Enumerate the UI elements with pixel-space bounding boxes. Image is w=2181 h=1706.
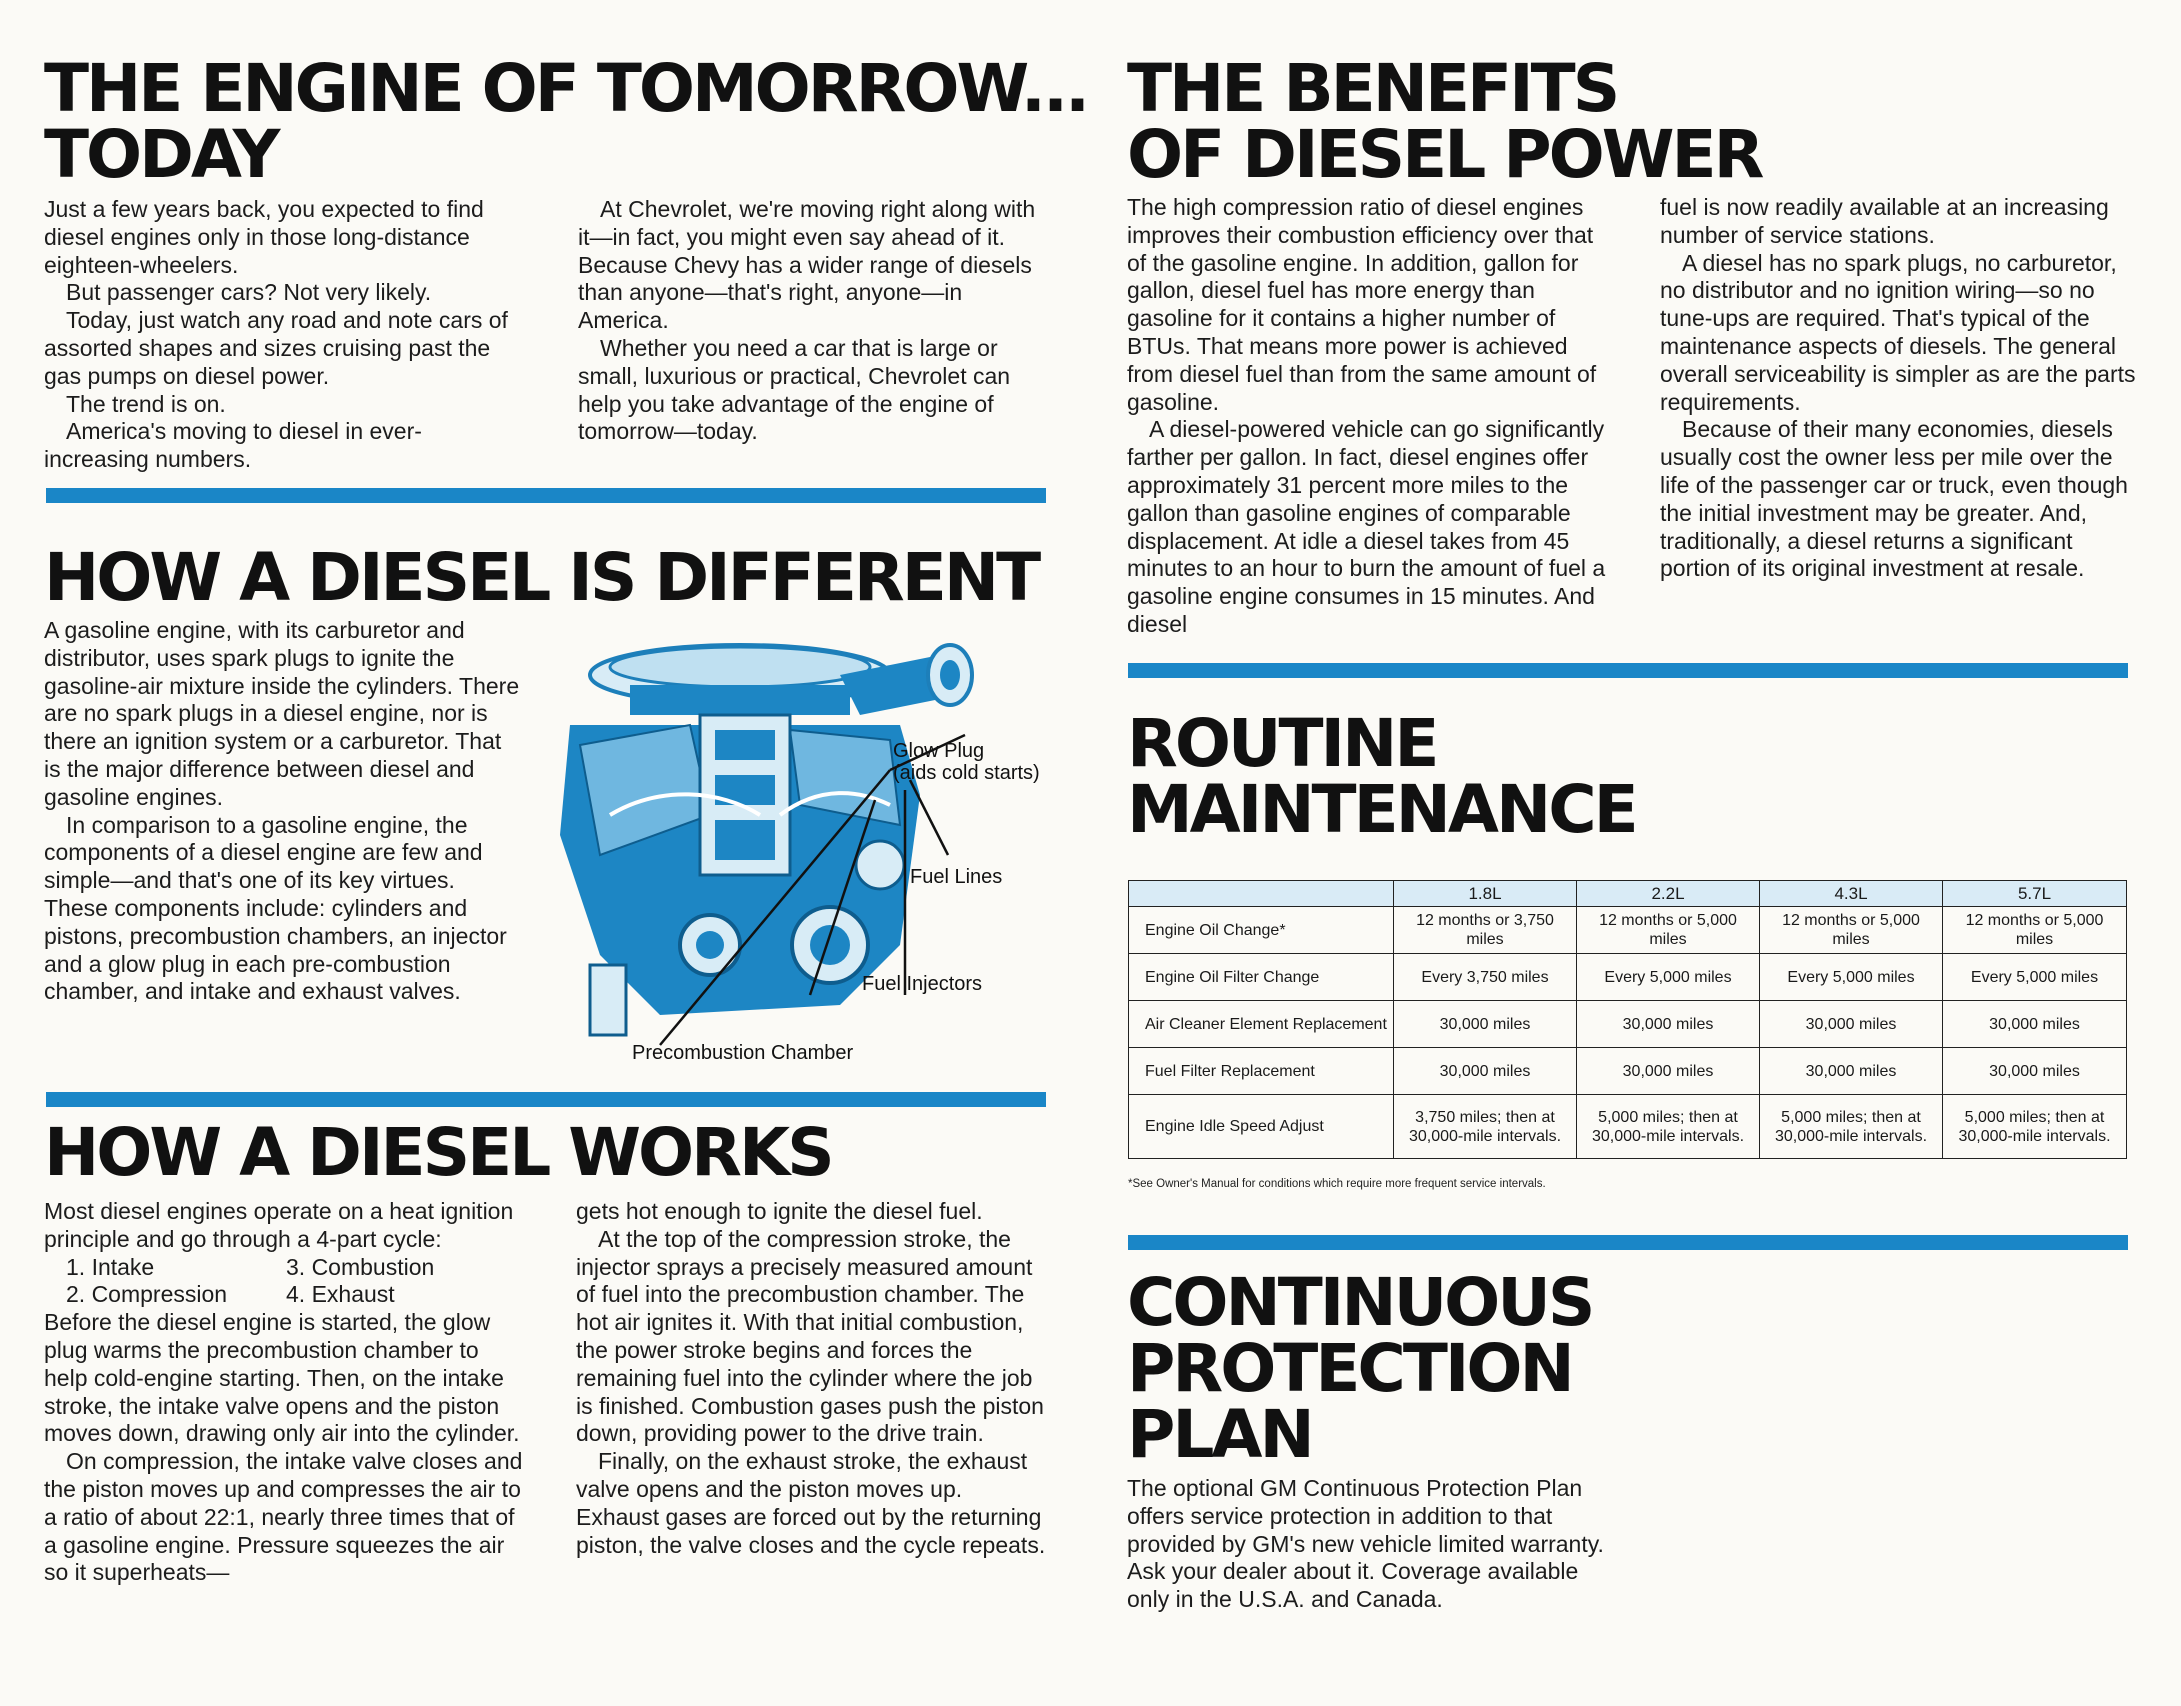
paragraph: In comparison to a gasoline engine, the components of a diesel engine are few and simple—and that's one of its key virtues. These components include: cylinders and pistons, precombustion chambers, an injector and a glow plug in each pre-combustion chamber, and intake and exhaust valves. (44, 811, 507, 1005)
table-cell: 3,750 miles; then at 30,000-mile intervals. (1394, 1095, 1577, 1159)
heading-line: OF DIESEL POWER (1127, 116, 1762, 193)
heading-line: THE ENGINE OF TOMORROW... (44, 50, 1088, 127)
table-cell: 30,000 miles (1577, 1048, 1760, 1095)
heading-line: MAINTENANCE (1127, 771, 1636, 848)
table-cell: 5,000 miles; then at 30,000-mile intervals. (1760, 1095, 1943, 1159)
engine-tomorrow-col1 (44, 196, 524, 474)
paragraph: Before the diesel engine is started, the glow plug warms the precombustion chamber to help cold-engine starting. Then, on the intake stroke, the intake valve opens and the piston moves down, drawing only air into the cylinder. (44, 1309, 520, 1447)
table-header-cell: 5.7L (1943, 881, 2127, 907)
callout-precombustion-chamber: Precombustion Chamber (632, 1042, 854, 1064)
heading-line: PLAN (1127, 1396, 1312, 1473)
table-cell: 30,000 miles (1943, 1001, 2127, 1048)
heading-line: ROUTINE (1127, 705, 1437, 782)
paragraph: gets hot enough to ignite the diesel fuel. (576, 1198, 983, 1224)
benefits-col1 (1127, 194, 1607, 639)
table-cell: Every 5,000 miles (1577, 954, 1760, 1001)
diesel-engine-illustration (540, 615, 1060, 1065)
how-different-text (44, 617, 524, 1006)
table-cell: Fuel Filter Replacement (1129, 1048, 1394, 1095)
section-divider (1128, 663, 2128, 678)
section-divider (46, 488, 1046, 503)
cycle-step: 3. Combustion (286, 1253, 435, 1280)
heading-line: THE BENEFITS (1127, 50, 1618, 127)
table-cell: 30,000 miles (1943, 1048, 2127, 1095)
table-header-row (1129, 881, 2127, 907)
table-cell: Engine Oil Filter Change (1129, 954, 1394, 1001)
paragraph: The trend is on. (66, 390, 226, 417)
table-row (1129, 1001, 2127, 1048)
paragraph: Today, just watch any road and note cars of assorted shapes and sizes cruising past the gas pumps on diesel power. (44, 307, 508, 389)
table-header-cell: 2.2L (1577, 881, 1760, 907)
table-header-cell: 1.8L (1394, 881, 1577, 907)
table-cell: Engine Oil Change* (1129, 907, 1394, 954)
cycle-step: 1. Intake (66, 1253, 155, 1280)
heading-line: PROTECTION (1127, 1330, 1572, 1407)
table-header-cell (1129, 881, 1394, 907)
heading-engine-of-tomorrow (44, 50, 1088, 193)
table-cell: 5,000 miles; then at 30,000-mile intervals. (1577, 1095, 1760, 1159)
table-cell: 30,000 miles (1394, 1001, 1577, 1048)
table-cell: Air Cleaner Element Replacement (1129, 1001, 1394, 1048)
table-cell: 30,000 miles (1577, 1001, 1760, 1048)
heading-continuous-protection-plan (1127, 1264, 1593, 1473)
table-cell: 12 months or 5,000 miles (1760, 907, 1943, 954)
table-cell: 12 months or 3,750 miles (1394, 907, 1577, 954)
table-cell: 30,000 miles (1760, 1001, 1943, 1048)
callout-fuel-lines: Fuel Lines (910, 866, 1003, 888)
table-header-cell: 4.3L (1760, 881, 1943, 907)
heading-benefits-diesel (1127, 50, 1762, 193)
paragraph: fuel is now readily available at an increasing number of service stations. (1660, 194, 2109, 248)
paragraph: A gasoline engine, with its carburetor and distributor, uses spark plugs to ignite the gasoline-air mixture inside the cylinders. There are no spark plugs in a diesel engine, nor is there an ignition system or a carburetor. That is the major difference between diesel and gasoline engines. (44, 617, 520, 810)
table-cell: 30,000 miles (1394, 1048, 1577, 1095)
paragraph: Just a few years back, you expected to find diesel engines only in those long-distance eighteen-wheelers. (44, 196, 484, 278)
how-works-col1 (44, 1198, 524, 1587)
paragraph: On compression, the intake valve closes and the piston moves up and compresses the air to a ratio of about 22:1, nearly three times that of a gasoline engine. Pressure squeezes the air so it superheats— (44, 1448, 523, 1586)
table-cell: Every 5,000 miles (1760, 954, 1943, 1001)
callout-text: Glow Plug (893, 740, 985, 762)
cycle-steps (44, 1254, 524, 1310)
benefits-col2 (1660, 194, 2140, 583)
table-cell: Every 3,750 miles (1394, 954, 1577, 1001)
paragraph: A diesel has no spark plugs, no carburetor, no distributor and no ignition wiring—so no tune-ups are required. That's typical of the maintenance aspects of diesels. The general overall serviceability is simpler as are the parts requirements. (1660, 249, 2136, 415)
maintenance-table (1128, 880, 2127, 1159)
paragraph: But passenger cars? Not very likely. (66, 279, 432, 306)
cycle-step: 2. Compression (66, 1281, 228, 1308)
table-cell: Every 5,000 miles (1943, 954, 2127, 1001)
paragraph: The high compression ratio of diesel engines improves their combustion efficiency over that of the gasoline engine. In addition, gallon for gallon, diesel fuel has more energy than gasoline for it contains a higher number of BTUs. That means more power is achieved from diesel fuel than from the same amount of gasoline. (1127, 194, 1597, 415)
paragraph: The optional GM Continuous Protection Plan offers service protection in addition to that provided by GM's new vehicle limited warranty. Ask your dealer about it. Coverage available only in the U.S.A. and Canada. (1127, 1475, 1604, 1613)
engine-tomorrow-col2 (578, 196, 1048, 446)
paragraph: Whether you need a car that is large or small, luxurious or practical, Chevrolet can help you take advantage of the engine of tomorrow—today. (578, 334, 1011, 445)
heading-line: TODAY (44, 116, 278, 193)
table-cell: 5,000 miles; then at 30,000-mile intervals. (1943, 1095, 2127, 1159)
table-row (1129, 907, 2127, 954)
heading-how-diesel-works: HOW A DIESEL WORKS (44, 1114, 832, 1191)
paragraph: Most diesel engines operate on a heat ignition principle and go through a 4-part cycle: (44, 1198, 514, 1252)
paragraph: America's moving to diesel in ever-increasing numbers. (44, 418, 422, 473)
table-row (1129, 1095, 2127, 1159)
table-row (1129, 1048, 2127, 1095)
table-cell: 30,000 miles (1760, 1048, 1943, 1095)
paragraph: A diesel-powered vehicle can go significantly farther per gallon. In fact, diesel engines offer approximately 31 percent more miles to the gallon than gasoline engines of comparable displacement. At idle a diesel takes from 45 minutes to an hour to burn the amount of fuel a gasoline engine consumes in 15 minutes. And diesel (1127, 416, 1606, 637)
paragraph: Finally, on the exhaust stroke, the exhaust valve opens and the piston moves up. Exhaust gases are forced out by the returning piston, the valve closes and the cycle repeats. (576, 1448, 1046, 1558)
paragraph: Because of their many economies, diesels usually cost the owner less per mile over the life of the passenger car or truck, even though the initial investment may be greater. And, traditionally, a diesel returns a significant portion of its original investment at resale. (1660, 416, 2128, 582)
heading-line: CONTINUOUS (1127, 1264, 1593, 1341)
callout-text: (aids cold starts) (893, 762, 1040, 784)
paragraph: At Chevrolet, we're moving right along with it—in fact, you might even say ahead of it. Because Chevy has a wider range of diesels than anyone—that's right, anyone—in America. (578, 196, 1036, 334)
table-cell: Engine Idle Speed Adjust (1129, 1095, 1394, 1159)
section-divider (1128, 1235, 2128, 1250)
callout-fuel-injectors: Fuel Injectors (862, 973, 983, 995)
table-row (1129, 954, 2127, 1001)
heading-how-diesel-different: HOW A DIESEL IS DIFFERENT (44, 539, 1039, 616)
table-cell: 12 months or 5,000 miles (1943, 907, 2127, 954)
callout-glow-plug (893, 740, 1040, 784)
table-footnote: *See Owner's Manual for conditions which require more frequent service intervals. (1128, 1178, 1546, 1190)
paragraph: At the top of the compression stroke, the injector sprays a precisely measured amount of fuel into the precombustion chamber. The hot air ignites it. With that initial combustion, the power stroke begins and forces the remaining fuel into the cylinder where the job is finished. Combustion gases push the piston down, providing power to the drive train. (576, 1225, 1044, 1447)
how-works-col2 (576, 1198, 1046, 1559)
protection-plan-text (1127, 1475, 1612, 1614)
section-divider (46, 1092, 1046, 1107)
table-cell: 12 months or 5,000 miles (1577, 907, 1760, 954)
heading-routine-maintenance (1127, 705, 1636, 848)
cycle-step: 4. Exhaust (286, 1281, 395, 1308)
